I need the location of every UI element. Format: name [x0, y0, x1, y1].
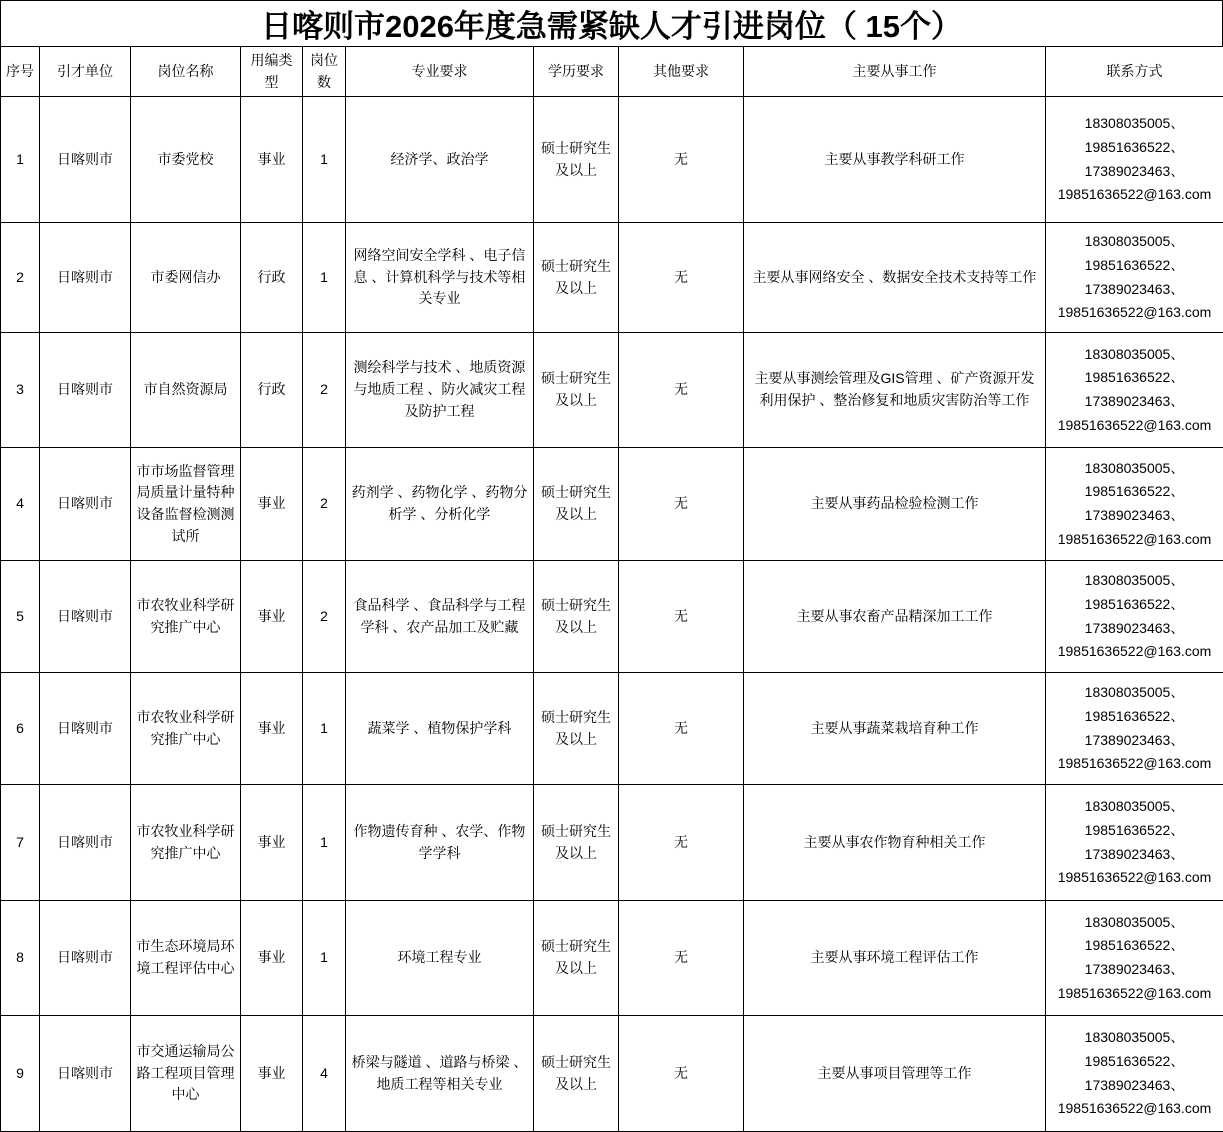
- cell-other: 无: [619, 561, 744, 673]
- cell-count: 2: [303, 448, 346, 561]
- cell-staffing-type: 事业: [241, 673, 303, 785]
- cell-contact: [1046, 785, 1223, 901]
- table-row: [1, 97, 1223, 223]
- cell-education: 硕士研究生及以上: [534, 448, 619, 561]
- contact-line: 19851636522、: [1050, 136, 1219, 160]
- cell-staffing-type: 行政: [241, 333, 303, 448]
- contact-line: 19851636522@163.com: [1050, 640, 1219, 664]
- cell-staffing-type: 事业: [241, 561, 303, 673]
- contact-line: 17389023463、: [1050, 729, 1219, 753]
- table-row: [1, 785, 1223, 901]
- cell-count: 1: [303, 785, 346, 901]
- column-header-education: 学历要求: [534, 47, 619, 97]
- contact-line: 17389023463、: [1050, 843, 1219, 867]
- cell-count: 1: [303, 97, 346, 223]
- cell-position: 市农牧业科学研究推广中心: [131, 785, 241, 901]
- cell-major: 网络空间安全学科 、电子信息 、计算机科学与技术等相关专业: [346, 223, 534, 333]
- cell-major: 测绘科学与技术 、地质资源与地质工程 、防火减灾工程及防护工程: [346, 333, 534, 448]
- cell-work: 主要从事环境工程评估工作: [744, 901, 1046, 1016]
- column-header-unit: 引才单位: [40, 47, 131, 97]
- cell-count: 2: [303, 333, 346, 448]
- cell-major: 食品科学 、食品科学与工程学科 、农产品加工及贮藏: [346, 561, 534, 673]
- cell-major: 经济学、政治学: [346, 97, 534, 223]
- cell-position: 市农牧业科学研究推广中心: [131, 561, 241, 673]
- cell-other: 无: [619, 223, 744, 333]
- column-header-staffing-type: 用编类型: [241, 47, 303, 97]
- cell-index: 9: [1, 1016, 40, 1132]
- cell-index: 7: [1, 785, 40, 901]
- cell-contact: [1046, 333, 1223, 448]
- contact-line: 19851636522@163.com: [1050, 982, 1219, 1006]
- cell-staffing-type: 事业: [241, 448, 303, 561]
- cell-major: 桥梁与隧道 、道路与桥梁 、地质工程等相关专业: [346, 1016, 534, 1132]
- cell-work: 主要从事教学科研工作: [744, 97, 1046, 223]
- table-row: [1, 223, 1223, 333]
- cell-index: 8: [1, 901, 40, 1016]
- contact-line: 19851636522、: [1050, 254, 1219, 278]
- positions-table: [0, 46, 1223, 1132]
- cell-index: 6: [1, 673, 40, 785]
- cell-major: 环境工程专业: [346, 901, 534, 1016]
- cell-major: 蔬菜学 、植物保护学科: [346, 673, 534, 785]
- column-header-other: 其他要求: [619, 47, 744, 97]
- column-header-count: 岗位数: [303, 47, 346, 97]
- header-row: [1, 47, 1223, 97]
- contact-line: 18308035005、: [1050, 569, 1219, 593]
- table-row: [1, 333, 1223, 448]
- cell-contact: [1046, 97, 1223, 223]
- contact-line: 18308035005、: [1050, 911, 1219, 935]
- cell-index: 1: [1, 97, 40, 223]
- cell-work: 主要从事农畜产品精深加工工作: [744, 561, 1046, 673]
- cell-index: 5: [1, 561, 40, 673]
- cell-contact: [1046, 448, 1223, 561]
- cell-other: 无: [619, 448, 744, 561]
- cell-contact: [1046, 901, 1223, 1016]
- cell-major: 作物遗传育种 、农学、作物学学科: [346, 785, 534, 901]
- contact-line: 18308035005、: [1050, 112, 1219, 136]
- cell-unit: 日喀则市: [40, 1016, 131, 1132]
- cell-education: 硕士研究生及以上: [534, 901, 619, 1016]
- table-row: [1, 1016, 1223, 1132]
- table-row: [1, 448, 1223, 561]
- cell-staffing-type: 行政: [241, 223, 303, 333]
- cell-index: 2: [1, 223, 40, 333]
- contact-line: 17389023463、: [1050, 160, 1219, 184]
- column-header-index: 序号: [1, 47, 40, 97]
- contact-line: 19851636522@163.com: [1050, 414, 1219, 438]
- contact-line: 19851636522@163.com: [1050, 1097, 1219, 1121]
- cell-education: 硕士研究生及以上: [534, 561, 619, 673]
- contact-line: 19851636522、: [1050, 934, 1219, 958]
- cell-work: 主要从事项目管理等工作: [744, 1016, 1046, 1132]
- cell-unit: 日喀则市: [40, 223, 131, 333]
- cell-unit: 日喀则市: [40, 448, 131, 561]
- cell-unit: 日喀则市: [40, 333, 131, 448]
- contact-line: 18308035005、: [1050, 681, 1219, 705]
- contact-line: 19851636522、: [1050, 366, 1219, 390]
- cell-staffing-type: 事业: [241, 901, 303, 1016]
- contact-line: 19851636522、: [1050, 480, 1219, 504]
- cell-education: 硕士研究生及以上: [534, 673, 619, 785]
- contact-line: 18308035005、: [1050, 230, 1219, 254]
- cell-staffing-type: 事业: [241, 1016, 303, 1132]
- contact-line: 17389023463、: [1050, 958, 1219, 982]
- cell-work: 主要从事网络安全 、数据安全技术支持等工作: [744, 223, 1046, 333]
- cell-unit: 日喀则市: [40, 673, 131, 785]
- cell-work: 主要从事药品检验检测工作: [744, 448, 1046, 561]
- cell-staffing-type: 事业: [241, 785, 303, 901]
- table-row: [1, 673, 1223, 785]
- cell-count: 1: [303, 901, 346, 1016]
- cell-other: 无: [619, 333, 744, 448]
- cell-education: 硕士研究生及以上: [534, 785, 619, 901]
- contact-line: 19851636522、: [1050, 1050, 1219, 1074]
- contact-line: 19851636522@163.com: [1050, 301, 1219, 325]
- cell-work: 主要从事农作物育种相关工作: [744, 785, 1046, 901]
- cell-other: 无: [619, 785, 744, 901]
- cell-index: 3: [1, 333, 40, 448]
- contact-line: 19851636522@163.com: [1050, 752, 1219, 776]
- cell-unit: 日喀则市: [40, 561, 131, 673]
- cell-work: 主要从事蔬菜栽培育种工作: [744, 673, 1046, 785]
- column-header-contact: 联系方式: [1046, 47, 1223, 97]
- cell-education: 硕士研究生及以上: [534, 333, 619, 448]
- contact-line: 18308035005、: [1050, 343, 1219, 367]
- contact-line: 17389023463、: [1050, 504, 1219, 528]
- contact-line: 19851636522@163.com: [1050, 183, 1219, 207]
- contact-line: 19851636522@163.com: [1050, 528, 1219, 552]
- contact-line: 18308035005、: [1050, 457, 1219, 481]
- cell-other: 无: [619, 1016, 744, 1132]
- cell-staffing-type: 事业: [241, 97, 303, 223]
- cell-other: 无: [619, 673, 744, 785]
- contact-line: 19851636522、: [1050, 819, 1219, 843]
- column-header-position: 岗位名称: [131, 47, 241, 97]
- contact-line: 19851636522@163.com: [1050, 866, 1219, 890]
- cell-work: 主要从事测绘管理及GIS管理 、矿产资源开发利用保护 、整治修复和地质灾害防治等工作: [744, 333, 1046, 448]
- cell-education: 硕士研究生及以上: [534, 223, 619, 333]
- cell-unit: 日喀则市: [40, 785, 131, 901]
- cell-contact: [1046, 1016, 1223, 1132]
- page-title: 日喀则市2026年度急需紧缺人才引进岗位（ 15个）: [0, 0, 1223, 46]
- column-header-major: 专业要求: [346, 47, 534, 97]
- contact-line: 18308035005、: [1050, 1026, 1219, 1050]
- cell-other: 无: [619, 97, 744, 223]
- contact-line: 19851636522、: [1050, 593, 1219, 617]
- table-body: [1, 97, 1223, 1132]
- contact-line: 19851636522、: [1050, 705, 1219, 729]
- cell-position: 市市场监督管理局质量计量特种设备监督检测测试所: [131, 448, 241, 561]
- cell-position: 市自然资源局: [131, 333, 241, 448]
- table-header: [1, 47, 1223, 97]
- cell-contact: [1046, 561, 1223, 673]
- contact-line: 18308035005、: [1050, 795, 1219, 819]
- cell-count: 1: [303, 223, 346, 333]
- contact-line: 17389023463、: [1050, 617, 1219, 641]
- contact-line: 17389023463、: [1050, 1074, 1219, 1098]
- column-header-work: 主要从事工作: [744, 47, 1046, 97]
- cell-position: 市生态环境局环境工程评估中心: [131, 901, 241, 1016]
- cell-unit: 日喀则市: [40, 97, 131, 223]
- table-row: [1, 561, 1223, 673]
- cell-contact: [1046, 673, 1223, 785]
- cell-position: 市交通运输局公路工程项目管理中心: [131, 1016, 241, 1132]
- cell-education: 硕士研究生及以上: [534, 97, 619, 223]
- cell-count: 1: [303, 673, 346, 785]
- cell-other: 无: [619, 901, 744, 1016]
- cell-count: 2: [303, 561, 346, 673]
- cell-contact: [1046, 223, 1223, 333]
- table-row: [1, 901, 1223, 1016]
- cell-position: 市委网信办: [131, 223, 241, 333]
- contact-line: 17389023463、: [1050, 278, 1219, 302]
- cell-position: 市农牧业科学研究推广中心: [131, 673, 241, 785]
- cell-major: 药剂学 、药物化学 、药物分析学 、分析化学: [346, 448, 534, 561]
- cell-count: 4: [303, 1016, 346, 1132]
- cell-index: 4: [1, 448, 40, 561]
- contact-line: 17389023463、: [1050, 390, 1219, 414]
- cell-education: 硕士研究生及以上: [534, 1016, 619, 1132]
- cell-position: 市委党校: [131, 97, 241, 223]
- cell-unit: 日喀则市: [40, 901, 131, 1016]
